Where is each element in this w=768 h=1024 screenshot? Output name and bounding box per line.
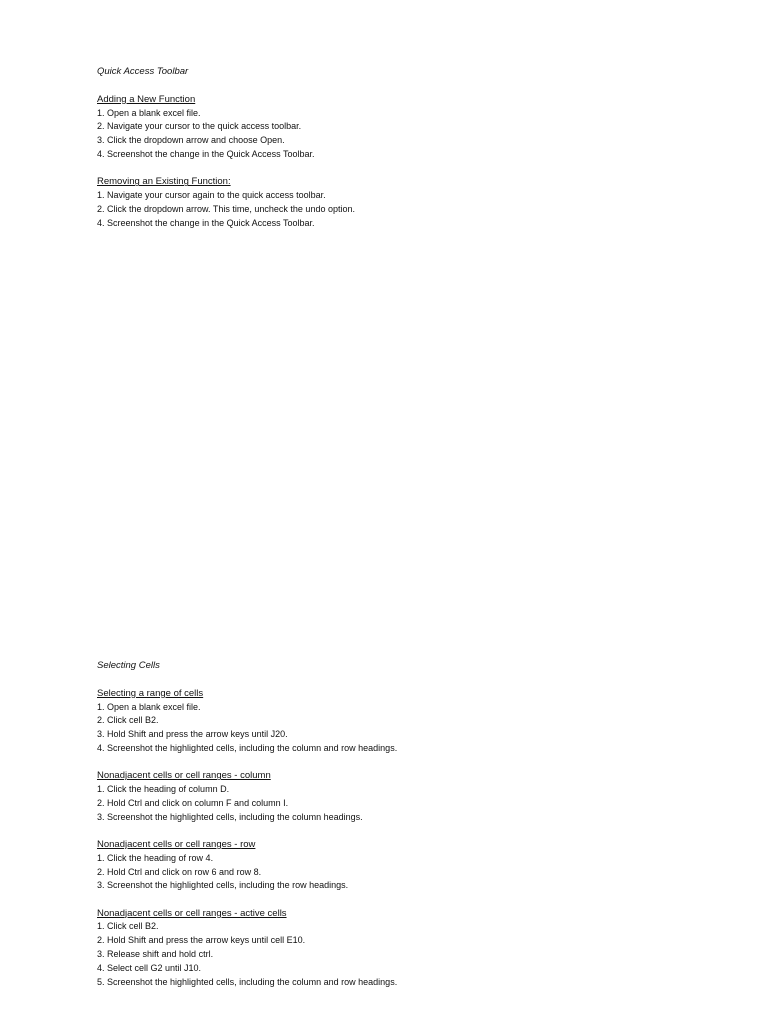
step-item: 4. Screenshot the highlighted cells, including the column and row headings. [97,742,398,753]
section-title: Selecting Cells [97,660,160,671]
step-item: 1. Click the heading of column D. [97,784,230,795]
instruction-group-range [97,687,697,756]
section-quick-access-toolbar [97,65,697,244]
step-list [97,701,697,756]
step-item: 1. Navigate your cursor again to the quick access toolbar. [97,190,326,201]
step-item: 2. Click the dropdown arrow. This time, uncheck the undo option. [97,203,355,214]
step-item: 4. Select cell G2 until J10. [97,962,202,973]
step-item: 4. Screenshot the change in the Quick Access Toolbar. [97,217,315,228]
step-item: 2. Hold Ctrl and click on column F and column I. [97,797,289,808]
step-item: 3. Hold Shift and press the arrow keys until J20. [97,729,288,740]
step-item: 1. Click cell B2. [97,921,159,932]
step-item: 3. Screenshot the highlighted cells, including the row headings. [97,880,349,891]
group-heading: Nonadjacent cells or cell ranges - row [97,838,256,850]
group-heading: Adding a New Function [97,93,196,105]
step-item: 2. Hold Ctrl and click on row 6 and row 8. [97,866,262,877]
step-item: 3. Click the dropdown arrow and choose Open. [97,135,285,146]
step-list [97,783,697,824]
step-item: 5. Screenshot the highlighted cells, including the column and row headings. [97,976,398,987]
step-list [97,920,697,989]
group-heading: Nonadjacent cells or cell ranges - column [97,770,271,782]
step-item: 1. Open a blank excel file. [97,701,201,712]
step-item: 1. Open a blank excel file. [97,107,201,118]
step-list [97,852,697,893]
step-list [97,107,697,162]
step-item: 2. Click cell B2. [97,715,159,726]
instruction-group-nonadjacent-active-cells [97,907,697,990]
step-item: 1. Click the heading of row 4. [97,852,214,863]
step-item: 4. Screenshot the change in the Quick Access Toolbar. [97,148,315,159]
instruction-group-adding-function [97,93,697,162]
instruction-group-nonadjacent-column [97,769,697,824]
instruction-group-nonadjacent-row [97,838,697,893]
section-title: Quick Access Toolbar [97,66,189,77]
step-item: 2. Hold Shift and press the arrow keys until cell E10. [97,935,306,946]
step-item: 2. Navigate your cursor to the quick access toolbar. [97,121,302,132]
group-heading: Nonadjacent cells or cell ranges - active cells [97,907,287,919]
section-selecting-cells [97,659,697,1003]
step-item: 3. Release shift and hold ctrl. [97,949,214,960]
group-heading: Selecting a range of cells [97,687,204,699]
step-list [97,189,697,230]
step-item: 3. Screenshot the highlighted cells, including the column headings. [97,811,363,822]
group-heading: Removing an Existing Function: [97,176,231,188]
instruction-group-removing-function [97,175,697,230]
